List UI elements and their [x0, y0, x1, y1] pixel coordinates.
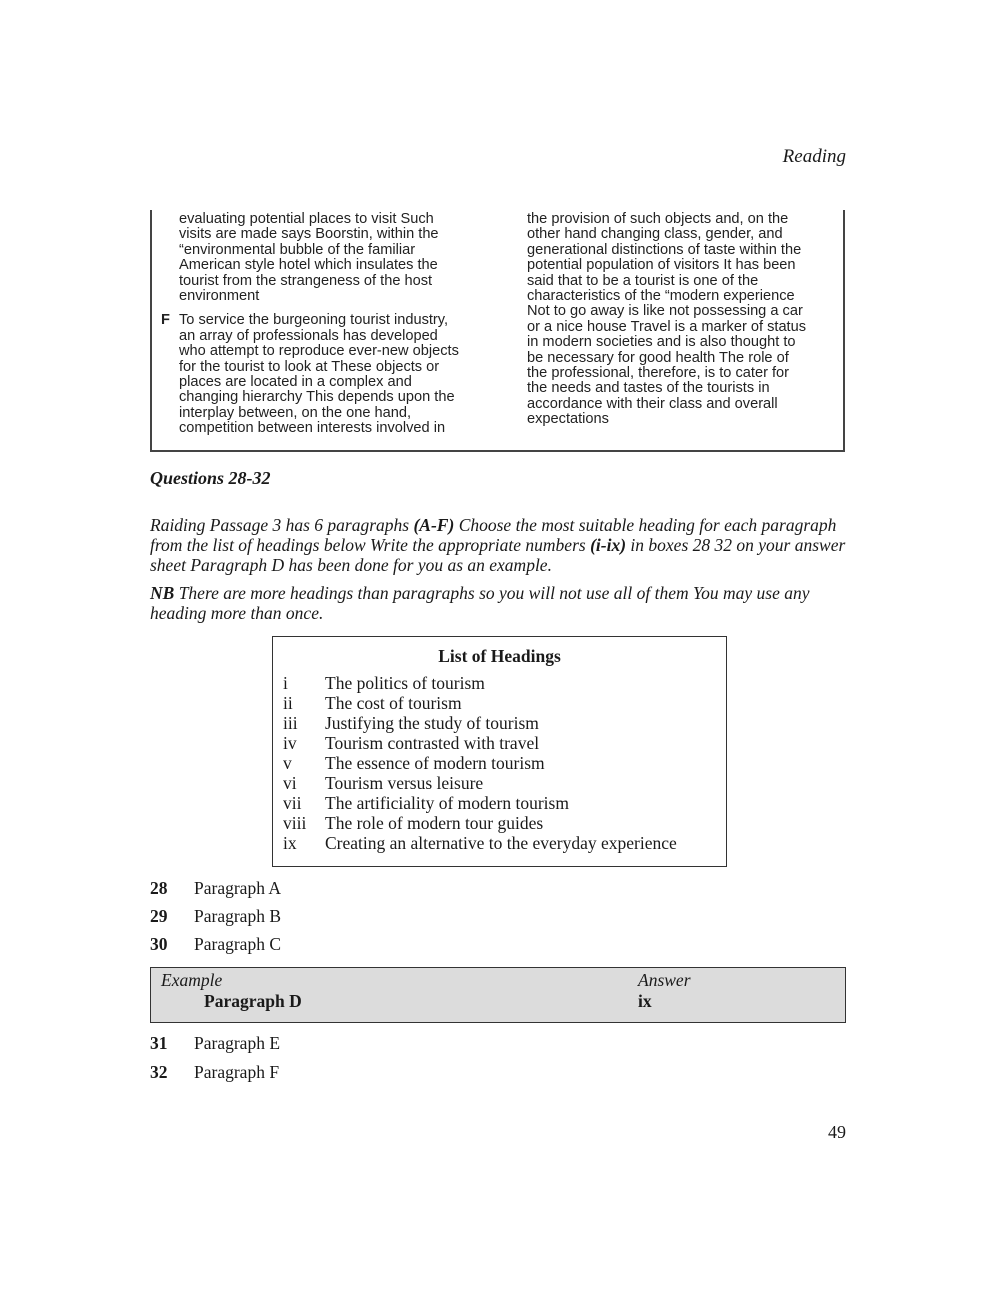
heading-number: vi	[283, 773, 297, 793]
headings-title: List of Headings	[438, 646, 561, 666]
questions-title: Questions 28-32	[150, 468, 271, 488]
passage-line: who attempt to reproduce ever-new objects	[179, 343, 459, 360]
reading-passage-excerpt	[150, 210, 845, 452]
heading-number: viii	[283, 813, 307, 833]
passage-line: environment	[179, 288, 260, 305]
heading-text: The role of modern tour guides	[325, 813, 544, 833]
passage-line: or a nice house Travel is a marker of status	[527, 318, 807, 335]
question-item[interactable]	[150, 1032, 280, 1054]
heading-item	[273, 753, 726, 773]
instructions-paragraph-1	[150, 515, 850, 575]
example-answer: ix	[638, 991, 652, 1011]
passage-line: generational distinctions of taste within the	[527, 241, 802, 258]
heading-item	[273, 773, 726, 793]
page-number: 49	[828, 1122, 846, 1142]
heading-number: ix	[283, 833, 297, 853]
instructions	[150, 515, 850, 623]
passage-line: an array of professionals has developed	[179, 327, 438, 344]
passage-left-column	[161, 211, 499, 437]
passage-line: said that to be a tourist is one of the	[527, 272, 759, 289]
heading-text: Tourism contrasted with travel	[325, 733, 540, 753]
example-paragraph: Paragraph D	[204, 991, 302, 1011]
question-label: Paragraph B	[194, 906, 281, 926]
passage-line: the provision of such objects and, on the	[527, 211, 789, 227]
passage-line: expectations	[527, 411, 609, 428]
passage-line: in modern societies and is also thought to	[527, 334, 796, 351]
instructions-paragraph-2	[150, 583, 850, 623]
question-number: 31	[150, 1033, 168, 1053]
passage-line: evaluating potential places to visit Such	[179, 211, 434, 227]
question-item[interactable]	[150, 877, 281, 899]
passage-right-column	[527, 212, 837, 428]
example-answer-label: Answer	[638, 970, 691, 990]
heading-item	[273, 833, 726, 853]
heading-number: v	[283, 753, 292, 773]
example-label: Example	[161, 970, 223, 990]
passage-line: Not to go away is like not possessing a car	[527, 303, 803, 320]
heading-number: iii	[283, 713, 298, 733]
passage-line: for the tourist to look at These objects or	[179, 358, 440, 375]
passage-line: American style hotel which insulates the	[179, 257, 438, 274]
passage-line: To service the burgeoning tourist industry,	[179, 312, 449, 329]
instruction-text: Raiding Passage 3 has 6 paragraphs	[150, 515, 414, 535]
heading-number: vii	[283, 793, 302, 813]
heading-item	[273, 793, 726, 813]
heading-text: Creating an alternative to the everyday experience	[325, 833, 677, 853]
passage-line: be necessary for good health The role of	[527, 349, 789, 366]
heading-item	[273, 733, 726, 753]
heading-text: The politics of tourism	[325, 673, 485, 693]
instruction-emphasis: (A-F)	[413, 515, 455, 535]
heading-number: iv	[283, 733, 297, 753]
heading-item	[273, 713, 726, 733]
instruction-emphasis: (i-ix)	[590, 535, 627, 555]
question-label: Paragraph F	[194, 1062, 280, 1082]
passage-line: accordance with their class and overall	[527, 395, 778, 412]
passage-line: potential population of visitors It has been	[527, 257, 796, 274]
passage-line: competition between interests involved in	[179, 420, 446, 437]
question-label: Paragraph A	[194, 878, 281, 898]
running-head: Reading	[782, 146, 846, 167]
question-item[interactable]	[150, 933, 281, 955]
heading-text: The essence of modern tourism	[325, 753, 545, 773]
question-item[interactable]	[150, 905, 281, 927]
passage-line: changing hierarchy This depends upon the	[179, 389, 455, 406]
heading-number: i	[283, 673, 288, 693]
question-number: 28	[150, 878, 168, 898]
heading-text: The cost of tourism	[325, 693, 462, 713]
passage-line: places are located in a complex and	[179, 374, 412, 391]
passage-line: tourist from the strangeness of the host	[179, 272, 433, 289]
nb-label: NB	[150, 583, 175, 603]
question-label: Paragraph C	[194, 934, 281, 954]
heading-item	[273, 673, 726, 693]
instruction-text: in boxes 28 32 on your answer sheet Paragraph D has been done for you as an example.	[150, 535, 846, 575]
example-box	[150, 967, 846, 1023]
paragraph-f	[161, 312, 499, 437]
passage-line: interplay between, on the one hand,	[179, 404, 412, 421]
passage-line: other hand changing class, gender, and	[527, 226, 783, 243]
question-label: Paragraph E	[194, 1033, 281, 1053]
instruction-text: There are more headings than paragraphs so you will not use all of them You may use any heading more than once.	[150, 583, 810, 623]
heading-number: ii	[283, 693, 293, 713]
passage-line: the professional, therefore, is to cater for	[527, 365, 790, 382]
passage-line: visits are made says Boorstin, within the	[179, 226, 439, 243]
heading-text: Tourism versus leisure	[325, 773, 484, 793]
heading-text: The artificiality of modern tourism	[325, 793, 569, 813]
passage-line: the needs and tastes of the tourists in	[527, 380, 770, 397]
heading-item	[273, 813, 726, 833]
passage-line: characteristics of the “modern experience	[527, 288, 795, 305]
instruction-text: Choose the most suitable heading for each paragraph from the list of headings below Write the appropriate numbers	[150, 515, 837, 555]
passage-line: “environmental bubble of the familiar	[179, 241, 416, 258]
heading-text: Justifying the study of tourism	[325, 713, 539, 733]
list-of-headings	[272, 636, 727, 867]
paragraph-f-letter: F	[161, 312, 170, 329]
question-number: 30	[150, 934, 168, 954]
question-number: 32	[150, 1062, 168, 1082]
question-number: 29	[150, 906, 168, 926]
heading-item	[273, 693, 726, 713]
question-item[interactable]	[150, 1061, 279, 1083]
